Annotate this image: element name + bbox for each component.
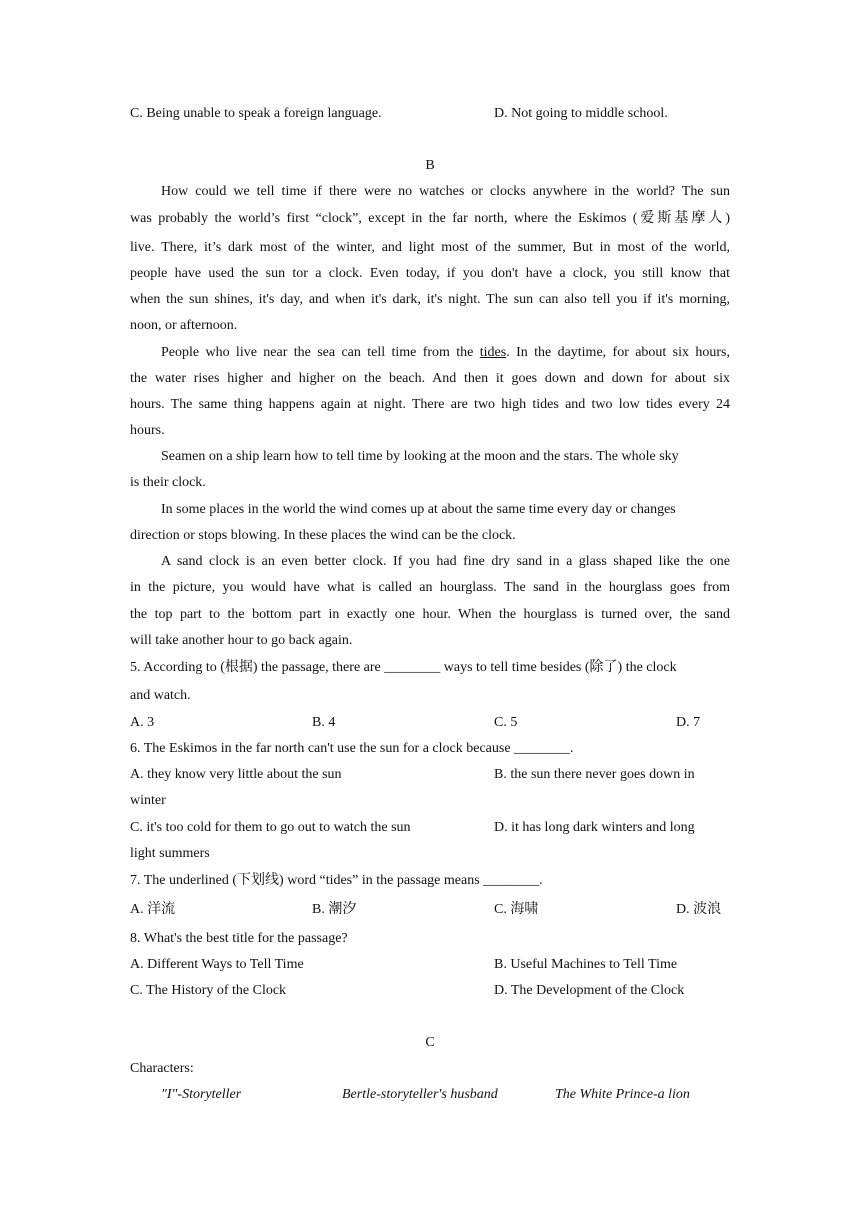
question-5-stem-cont: and watch. — [130, 688, 191, 703]
character-white-prince: The White Prince-a lion — [555, 1087, 690, 1102]
q7-option-d: D. 波浪 — [676, 902, 722, 917]
question-8-stem: 8. What's the best title for the passage? — [130, 931, 348, 946]
paragraph-line: live. There, it’s dark most of the winter, and light most of the summer, But in most of the world, — [130, 240, 730, 255]
prev-option-c: C. Being unable to speak a foreign language. — [130, 106, 382, 121]
q6-option-c: C. it's too cold for them to go out to watch the sun — [130, 820, 411, 835]
characters-label: Characters: — [130, 1061, 194, 1076]
q6-option-d: D. it has long dark winters and long — [494, 820, 695, 835]
character-storyteller: "I"-Storyteller — [161, 1087, 242, 1102]
q7-option-a: A. 洋流 — [130, 902, 176, 917]
q5-option-b: B. 4 — [312, 715, 336, 730]
q8-option-b: B. Useful Machines to Tell Time — [494, 957, 678, 972]
q5-option-d: D. 7 — [676, 715, 701, 730]
paragraph-line: A sand clock is an even better clock. If you had fine dry sand in a glass shaped like the one — [161, 554, 730, 569]
q6-option-b: B. the sun there never goes down in — [494, 767, 695, 782]
paragraph-line: In some places in the world the wind comes up at about the same time every day or changes — [161, 502, 676, 517]
question-7-stem: 7. The underlined (下划线) word “tides” in the passage means ________. — [130, 873, 543, 888]
q8-option-a: A. Different Ways to Tell Time — [130, 957, 304, 972]
underlined-word-tides: tides — [479, 345, 507, 360]
paragraph-line: hours. — [130, 423, 165, 438]
q5-option-a: A. 3 — [130, 715, 155, 730]
paragraph-line: direction or stops blowing. In these places the wind can be the clock. — [130, 528, 516, 543]
question-5-stem: 5. According to (根据) the passage, there are ________ ways to tell time besides (除了) the clock — [130, 660, 677, 675]
paragraph-line: when the sun shines, it's day, and when it's dark, it's night. The sun can also tell you if it's morning, — [130, 292, 730, 307]
question-6-stem: 6. The Eskimos in the far north can't use the sun for a clock because ________. — [130, 741, 574, 756]
paragraph-line: will take another hour to go back again. — [130, 633, 353, 648]
paragraph-line: is their clock. — [130, 475, 206, 490]
paragraph-line: in the picture, you would have what is called an hourglass. The sand in the hourglass goes from — [130, 580, 730, 595]
paragraph-line: the top part to the bottom part in exactly one hour. When the hourglass is turned over, the sand — [130, 607, 730, 622]
prev-option-d: D. Not going to middle school. — [494, 106, 668, 121]
paragraph-line: the water rises higher and higher on the beach. And then it goes down and down for about six — [130, 371, 730, 386]
paragraph-line: How could we tell time if there were no watches or clocks anywhere in the world? The sun — [161, 184, 730, 199]
section-c-heading: C — [425, 1035, 435, 1050]
q7-option-c: C. 海啸 — [494, 902, 539, 917]
q6-option-d-wrap: light summers — [130, 846, 210, 861]
paragraph-line: was probably the world’s first “clock”, except in the far north, where the Eskimos (爱斯基摩人) — [130, 211, 730, 226]
paragraph-line: hours. The same thing happens again at night. There are two high tides and two low tides every 24 — [130, 397, 730, 412]
paragraph-line: Seamen on a ship learn how to tell time by looking at the moon and the stars. The whole sky — [161, 449, 679, 464]
paragraph-line: People who live near the sea can tell time from the tides. In the daytime, for about six hours, — [161, 345, 730, 360]
q5-option-c: C. 5 — [494, 715, 518, 730]
section-b-heading: B — [425, 158, 435, 173]
q6-option-a: A. they know very little about the sun — [130, 767, 342, 782]
q7-option-b: B. 潮汐 — [312, 902, 357, 917]
character-bertle: Bertle-storyteller's husband — [342, 1087, 498, 1102]
q6-option-b-wrap: winter — [130, 793, 166, 808]
paragraph-line: people have used the sun tor a clock. Even today, if you don't have a clock, you still know that — [130, 266, 730, 281]
paragraph-line: noon, or afternoon. — [130, 318, 238, 333]
q8-option-c: C. The History of the Clock — [130, 983, 287, 998]
q8-option-d: D. The Development of the Clock — [494, 983, 685, 998]
